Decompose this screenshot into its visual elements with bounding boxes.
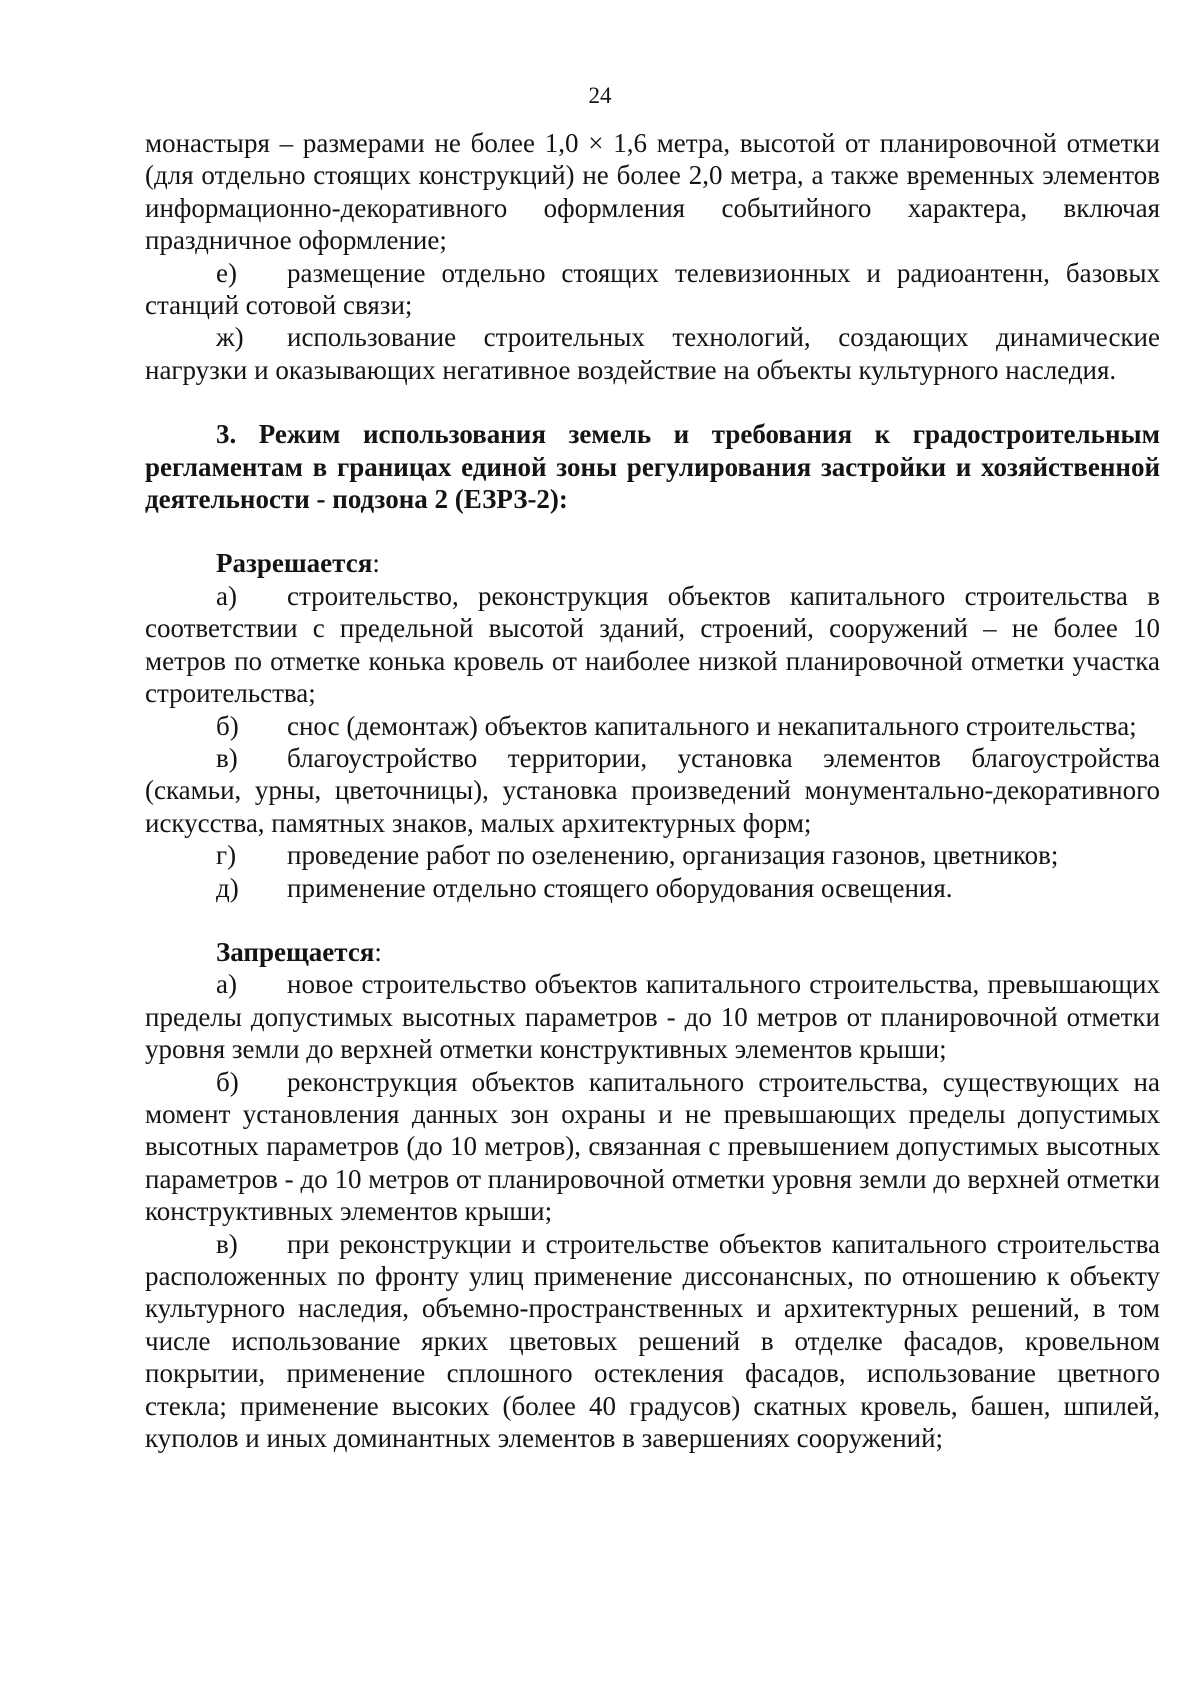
forbidden-item-a	[145, 968, 1160, 1065]
item-marker: а)	[216, 969, 237, 1000]
intro-paragraph: монастыря – размерами не более 1,0 × 1,6 метра, высотой от планировочной отметки (для отдельно стоящих конструкций) не более 2,0 метра, а также временных элементов информационно-декоративного оформления событийного характера, включая праздничное оформление;	[145, 128, 1160, 256]
allowed-item-a	[145, 580, 1160, 710]
item-text: применение отдельно стоящего оборудования освещения.	[287, 872, 953, 903]
forbidden-heading	[145, 936, 1160, 968]
item-marker: е)	[216, 257, 237, 288]
item-marker: д)	[216, 872, 239, 903]
forbidden-heading-text: Запрещается	[216, 936, 375, 967]
intro-item-zh	[145, 321, 1160, 386]
allowed-heading	[145, 547, 1160, 579]
allowed-heading-colon: :	[372, 548, 380, 579]
item-text: снос (демонтаж) объектов капитального и некапитального строительства;	[287, 710, 1137, 741]
item-marker: в)	[216, 742, 238, 773]
forbidden-heading-colon: :	[374, 936, 382, 967]
allowed-item-b	[145, 710, 1160, 742]
item-text: при реконструкции и строительстве объектов капитального строительства расположенных по фронту улиц применение диссонансных, по отношению к объекту культурного наследия, объемно-пространственных и архитектурных решений, в том числе использование ярких цветовых решений в отделке фасадов, кровельном покрытии, применение сплошного остекления фасадов, использование цветного стекла; применение высоких (более 40 градусов) скатных кровель, башен, шпилей, куполов и иных доминантных элементов в завершениях сооружений;	[145, 1228, 1160, 1454]
allowed-heading-text: Разрешается	[216, 548, 373, 579]
item-text: благоустройство территории, установка элементов благоустройства (скамьи, урны, цветочницы), установка произведений монументально-декоративного искусства, памятных знаков, малых архитектурных форм;	[145, 742, 1160, 838]
page-content	[145, 127, 1160, 1454]
section-heading: 3. Режим использования земель и требования к градостроительным регламентам в границах единой зоны регулирования застройки и хозяйственной деятельности - подзона 2 (ЕЗРЗ-2):	[145, 419, 1160, 515]
item-marker: ж)	[216, 322, 244, 353]
item-text: проведение работ по озеленению, организация газонов, цветников;	[287, 840, 1059, 871]
item-marker: г)	[216, 840, 237, 871]
item-marker: а)	[216, 580, 237, 611]
item-marker: б)	[216, 1066, 239, 1097]
item-text: новое строительство объектов капитального строительства, превышающих пределы допустимых высотных параметров - до 10 метров от планировочной отметки уровня земли до верхней отметки конструктивных элементов крыши;	[145, 969, 1160, 1065]
page-number: 24	[588, 83, 612, 108]
item-text: размещение отдельно стоящих телевизионных и радиоантенн, базовых станций сотовой связи;	[145, 257, 1160, 321]
forbidden-item-b	[145, 1066, 1160, 1228]
item-text: строительство, реконструкция объектов капитального строительства в соответствии с предельной высотой зданий, строений, сооружений – не более 10 метров по отметке конька кровель от наиболее низкой планировочной отметки участка строительства;	[145, 580, 1160, 709]
item-text: реконструкция объектов капитального строительства, существующих на момент установления данных зон охраны и не превышающих пределы допустимых высотных параметров (до 10 метров), связанная с превышением допустимых высотных параметров - до 10 метров от планировочной отметки уровня земли до верхней отметки конструктивных элементов крыши;	[145, 1066, 1160, 1227]
allowed-item-g	[145, 839, 1160, 871]
item-text: использование строительных технологий, создающих динамические нагрузки и оказывающих негативное воздействие на объекты культурного наследия.	[145, 322, 1160, 385]
forbidden-item-v	[145, 1228, 1160, 1455]
allowed-item-d	[145, 872, 1160, 904]
intro-item-e	[145, 257, 1160, 322]
item-marker: б)	[216, 710, 239, 741]
allowed-item-v	[145, 742, 1160, 839]
item-marker: в)	[216, 1228, 238, 1259]
